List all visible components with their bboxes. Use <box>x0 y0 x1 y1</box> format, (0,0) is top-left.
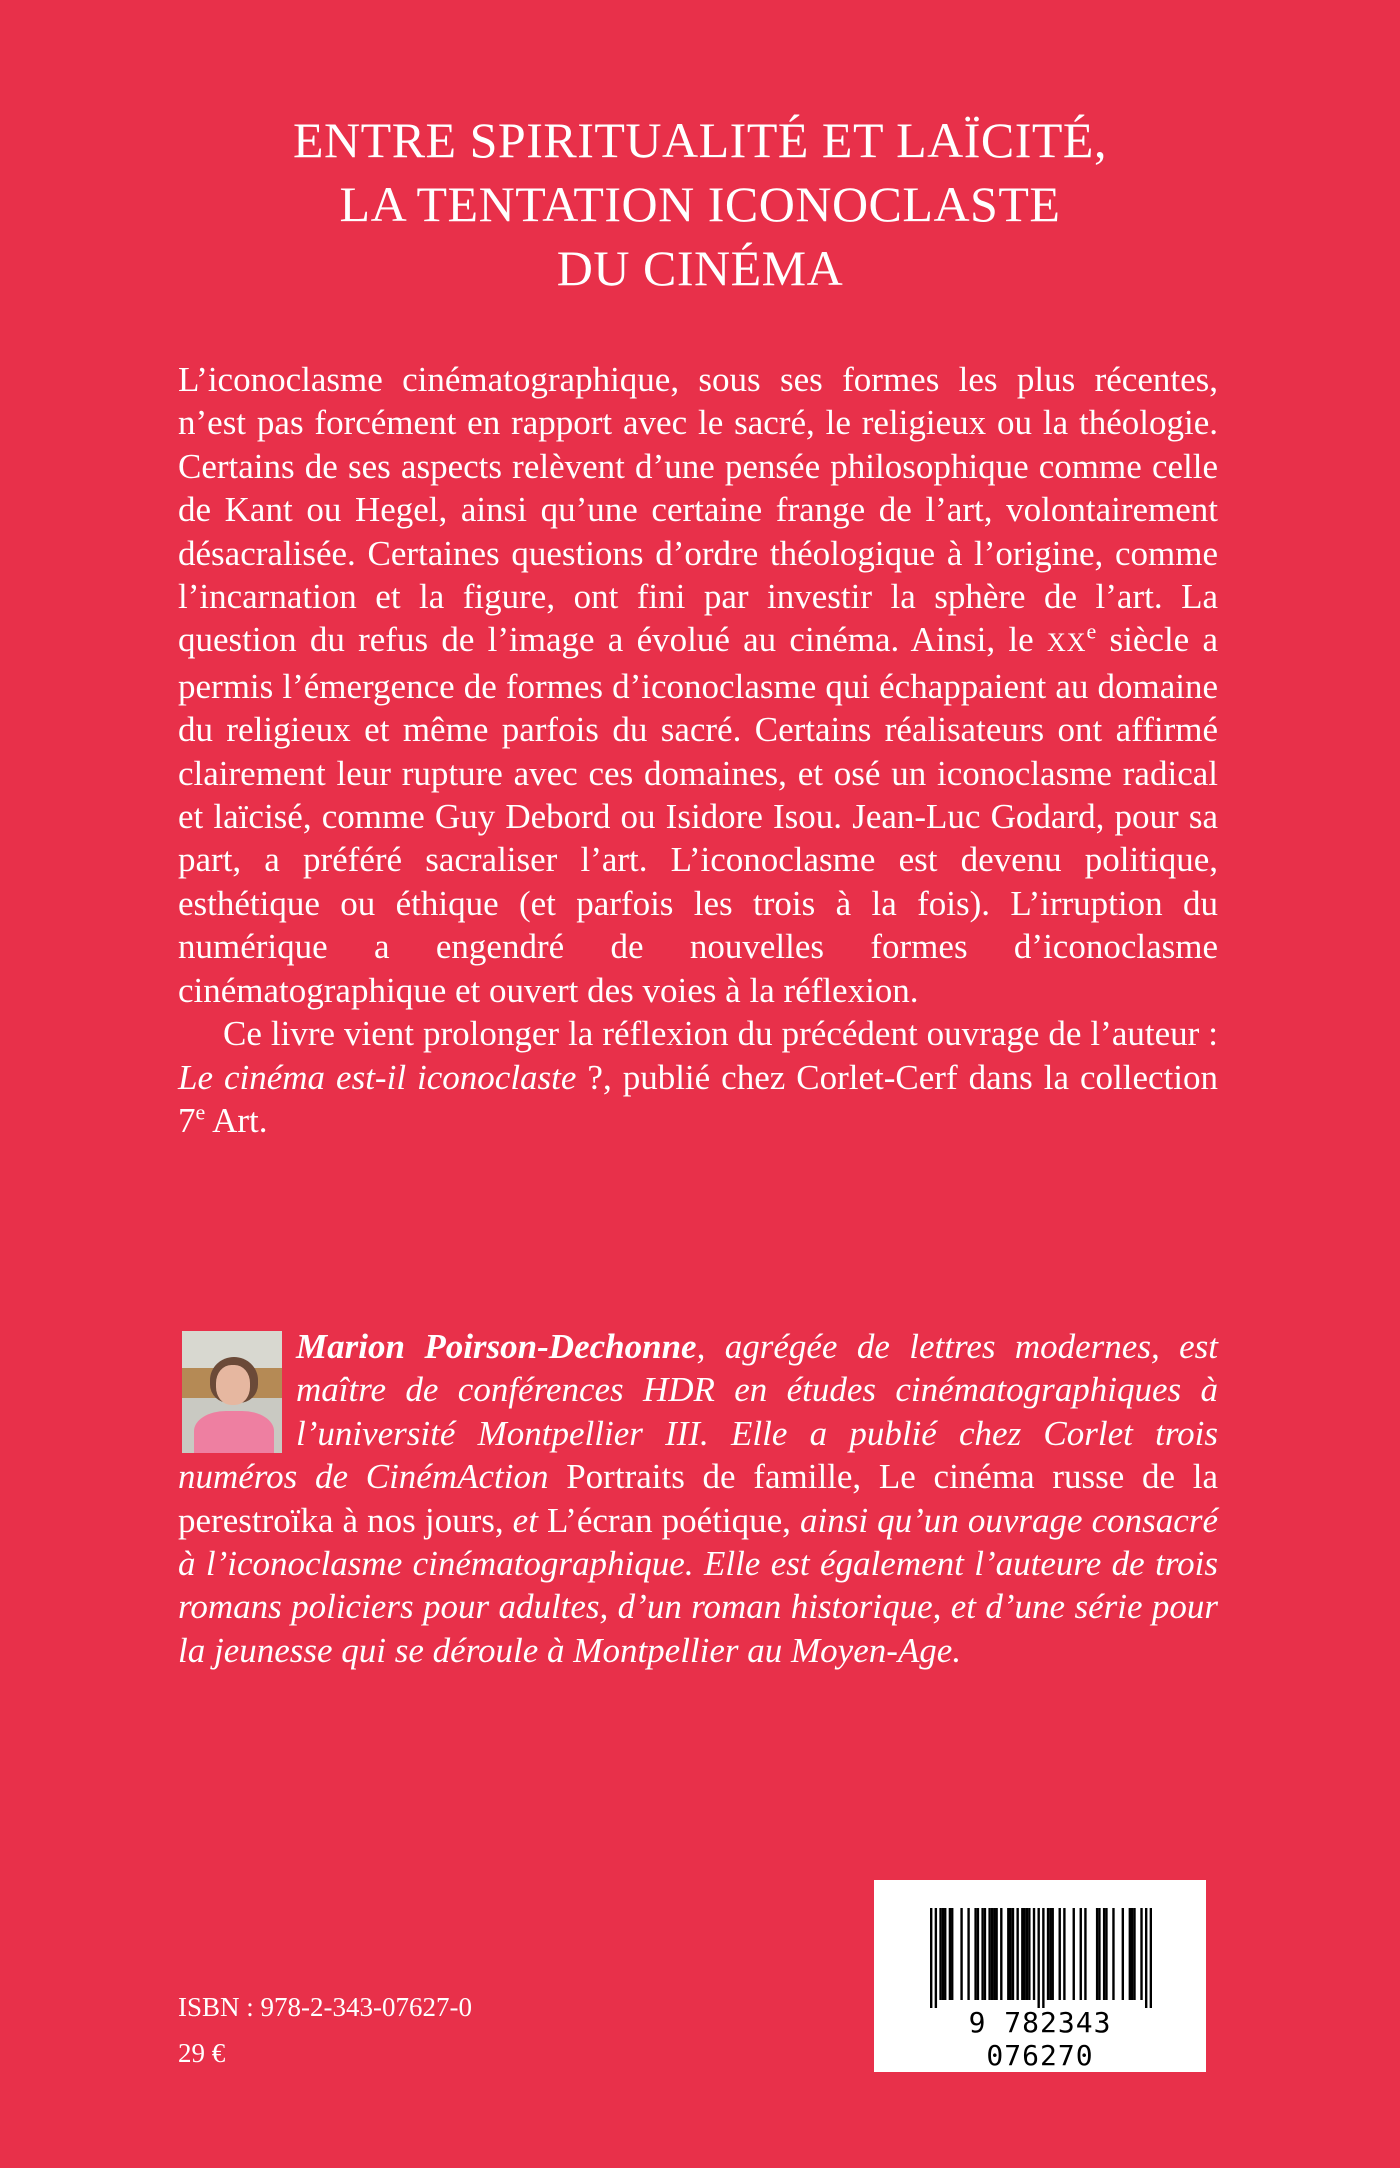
summary-text: siècle a permis l’émergence de formes d’iconoclasme qui échappaient au domaine du religieux et même parfois du sacré. Certains réalisateurs ont affirmé clairement leur rupture avec ces domaines, et osé un iconoclasme radical et laïcisé, comme Guy Debord ou Isidore Isou. Jean-Luc Godard, pour sa part, a préféré sacraliser l’art. L’iconoclasme est devenu politique, esthétique ou éthique (et parfois les trois à la fois). L’irruption du numérique a engendré de nouvelles formes d’iconoclasme cinématographique et ouvert des voies à la réflexion. <box>178 620 1218 1010</box>
barcode-bar <box>949 1908 951 2000</box>
bio-text: , agrégée de lettres modernes, est maître de conférences HDR en études cinématographiques à l’université Montpellier III. Elle a publié chez Corlet trois numéros de CinémAction <box>178 1327 1218 1497</box>
barcode-bar <box>1052 1908 1054 2000</box>
barcode-bar <box>930 1908 932 2008</box>
barcode-bar <box>984 1908 986 2000</box>
century-superscript: e <box>1086 618 1097 644</box>
summary <box>178 358 1218 1142</box>
barcode-bar <box>1105 1908 1107 2000</box>
barcode-bar <box>977 1908 979 2000</box>
barcode-bar <box>1140 1908 1142 2000</box>
previous-book-title: Le cinéma est-il iconoclaste <box>178 1057 577 1097</box>
barcode-bar <box>1129 1908 1131 2000</box>
barcode-bar <box>942 1908 944 2000</box>
century-label: XX <box>1046 628 1087 658</box>
barcode-bar <box>939 1908 941 2000</box>
barcode-bar <box>981 1908 983 2000</box>
summary-paragraph-2 <box>178 1012 1218 1142</box>
barcode-bar <box>1145 1908 1147 2008</box>
title-line-1: ENTRE SPIRITUALITÉ ET LAÏCITÉ, <box>293 112 1107 168</box>
barcode-bar <box>1131 1908 1133 2000</box>
barcode-bar <box>944 1908 946 2000</box>
barcode-bar <box>1028 1908 1030 2000</box>
barcode <box>874 1880 1206 2072</box>
barcode-bar <box>995 1908 997 2000</box>
barcode-bar <box>1084 1908 1086 2000</box>
barcode-bar <box>1103 1908 1105 2000</box>
barcode-bar <box>1049 1908 1051 2000</box>
barcode-bar <box>1150 1908 1152 2008</box>
barcode-bar <box>1098 1908 1100 2000</box>
bio-work-title: L’écran poétique, <box>547 1500 791 1540</box>
barcode-bar <box>1122 1908 1124 2000</box>
barcode-bar <box>967 1908 969 2000</box>
barcode-bar <box>1033 1908 1035 2000</box>
barcode-bar <box>1009 1908 1011 2000</box>
barcode-bar <box>1026 1908 1028 2000</box>
summary-text: Ce livre vient prolonger la réflexion du précédent ouvrage de l’auteur : <box>223 1014 1218 1054</box>
barcode-bar <box>1073 1908 1075 2000</box>
barcode-bar <box>935 1908 937 2008</box>
barcode-bar <box>1023 1908 1025 2000</box>
barcode-bar <box>993 1908 995 2000</box>
author-name: Marion Poirson-Dechonne <box>296 1327 697 1366</box>
barcode-bars <box>930 1908 1152 2008</box>
barcode-bar <box>1000 1908 1002 2000</box>
barcode-bar <box>1059 1908 1061 2000</box>
barcode-bar <box>1012 1908 1014 2000</box>
title-line-3: DU CINÉMA <box>556 240 844 296</box>
bio-text: et <box>503 1500 548 1540</box>
barcode-bar <box>1021 1908 1023 2000</box>
title-line-2: LA TENTATION ICONOCLASTE <box>339 176 1061 232</box>
barcode-bar <box>1016 1908 1018 2000</box>
barcode-bar <box>974 1908 976 2000</box>
barcode-bar <box>1112 1908 1114 2000</box>
barcode-bar <box>1047 1908 1049 2000</box>
barcode-bar <box>1096 1908 1098 2000</box>
barcode-bar <box>1037 1908 1039 2008</box>
collection-superscript: e <box>195 1099 206 1125</box>
bio-text: ainsi qu’un ouvrage consacré à l’iconoclasme cinématographique. Elle est également l’auteure de trois romans policiers pour adultes, d’un roman historique, et d’une série pour la jeunesse qui se déroule à Montpellier au Moyen-Age. <box>178 1500 1218 1670</box>
barcode-bar <box>1042 1908 1044 2008</box>
barcode-bar <box>988 1908 990 2000</box>
barcode-bar <box>1007 1908 1009 2000</box>
isbn: ISBN : 978-2-343-07627-0 <box>178 1992 472 2022</box>
barcode-bar <box>991 1908 993 2000</box>
summary-text: ?, publié chez Corlet-Cerf dans la collection 7 <box>178 1057 1218 1140</box>
bio-work-titles: Portraits de famille, Le cinéma russe de la perestroïka à nos jours, <box>178 1457 1219 1540</box>
author-bio <box>178 1325 1218 1672</box>
summary-text: Art. <box>205 1100 268 1140</box>
barcode-bar <box>1063 1908 1065 2000</box>
barcode-digits: 9 782343 076270 <box>968 2006 1112 2072</box>
price: 29 € <box>178 2038 226 2068</box>
barcode-bar <box>1133 1908 1135 2000</box>
barcode-bar <box>960 1908 962 2000</box>
book-title <box>0 108 1400 300</box>
barcode-bar <box>951 1908 953 2000</box>
bio-paragraph <box>178 1325 1218 1672</box>
summary-paragraph-1 <box>178 358 1218 1012</box>
barcode-bar <box>1080 1908 1082 2000</box>
author-photo <box>182 1331 282 1453</box>
summary-text: L’iconoclasme cinématographique, sous ses formes les plus récentes, n’est pas forcément en rapport avec le sacré, le religieux ou la théologie. Certains de ses aspects relèvent d’une pensée philosophique comme celle de Kant ou Hegel, ainsi qu’une certaine frange de l’art, volontairement désacralisée. Certaines questions d’ordre théologique à l’origine, comme l’incarnation et la figure, ont fini par investir la sphère de l’art. La question du refus de l’image a évolué au cinéma. Ainsi, le <box>178 360 1218 660</box>
